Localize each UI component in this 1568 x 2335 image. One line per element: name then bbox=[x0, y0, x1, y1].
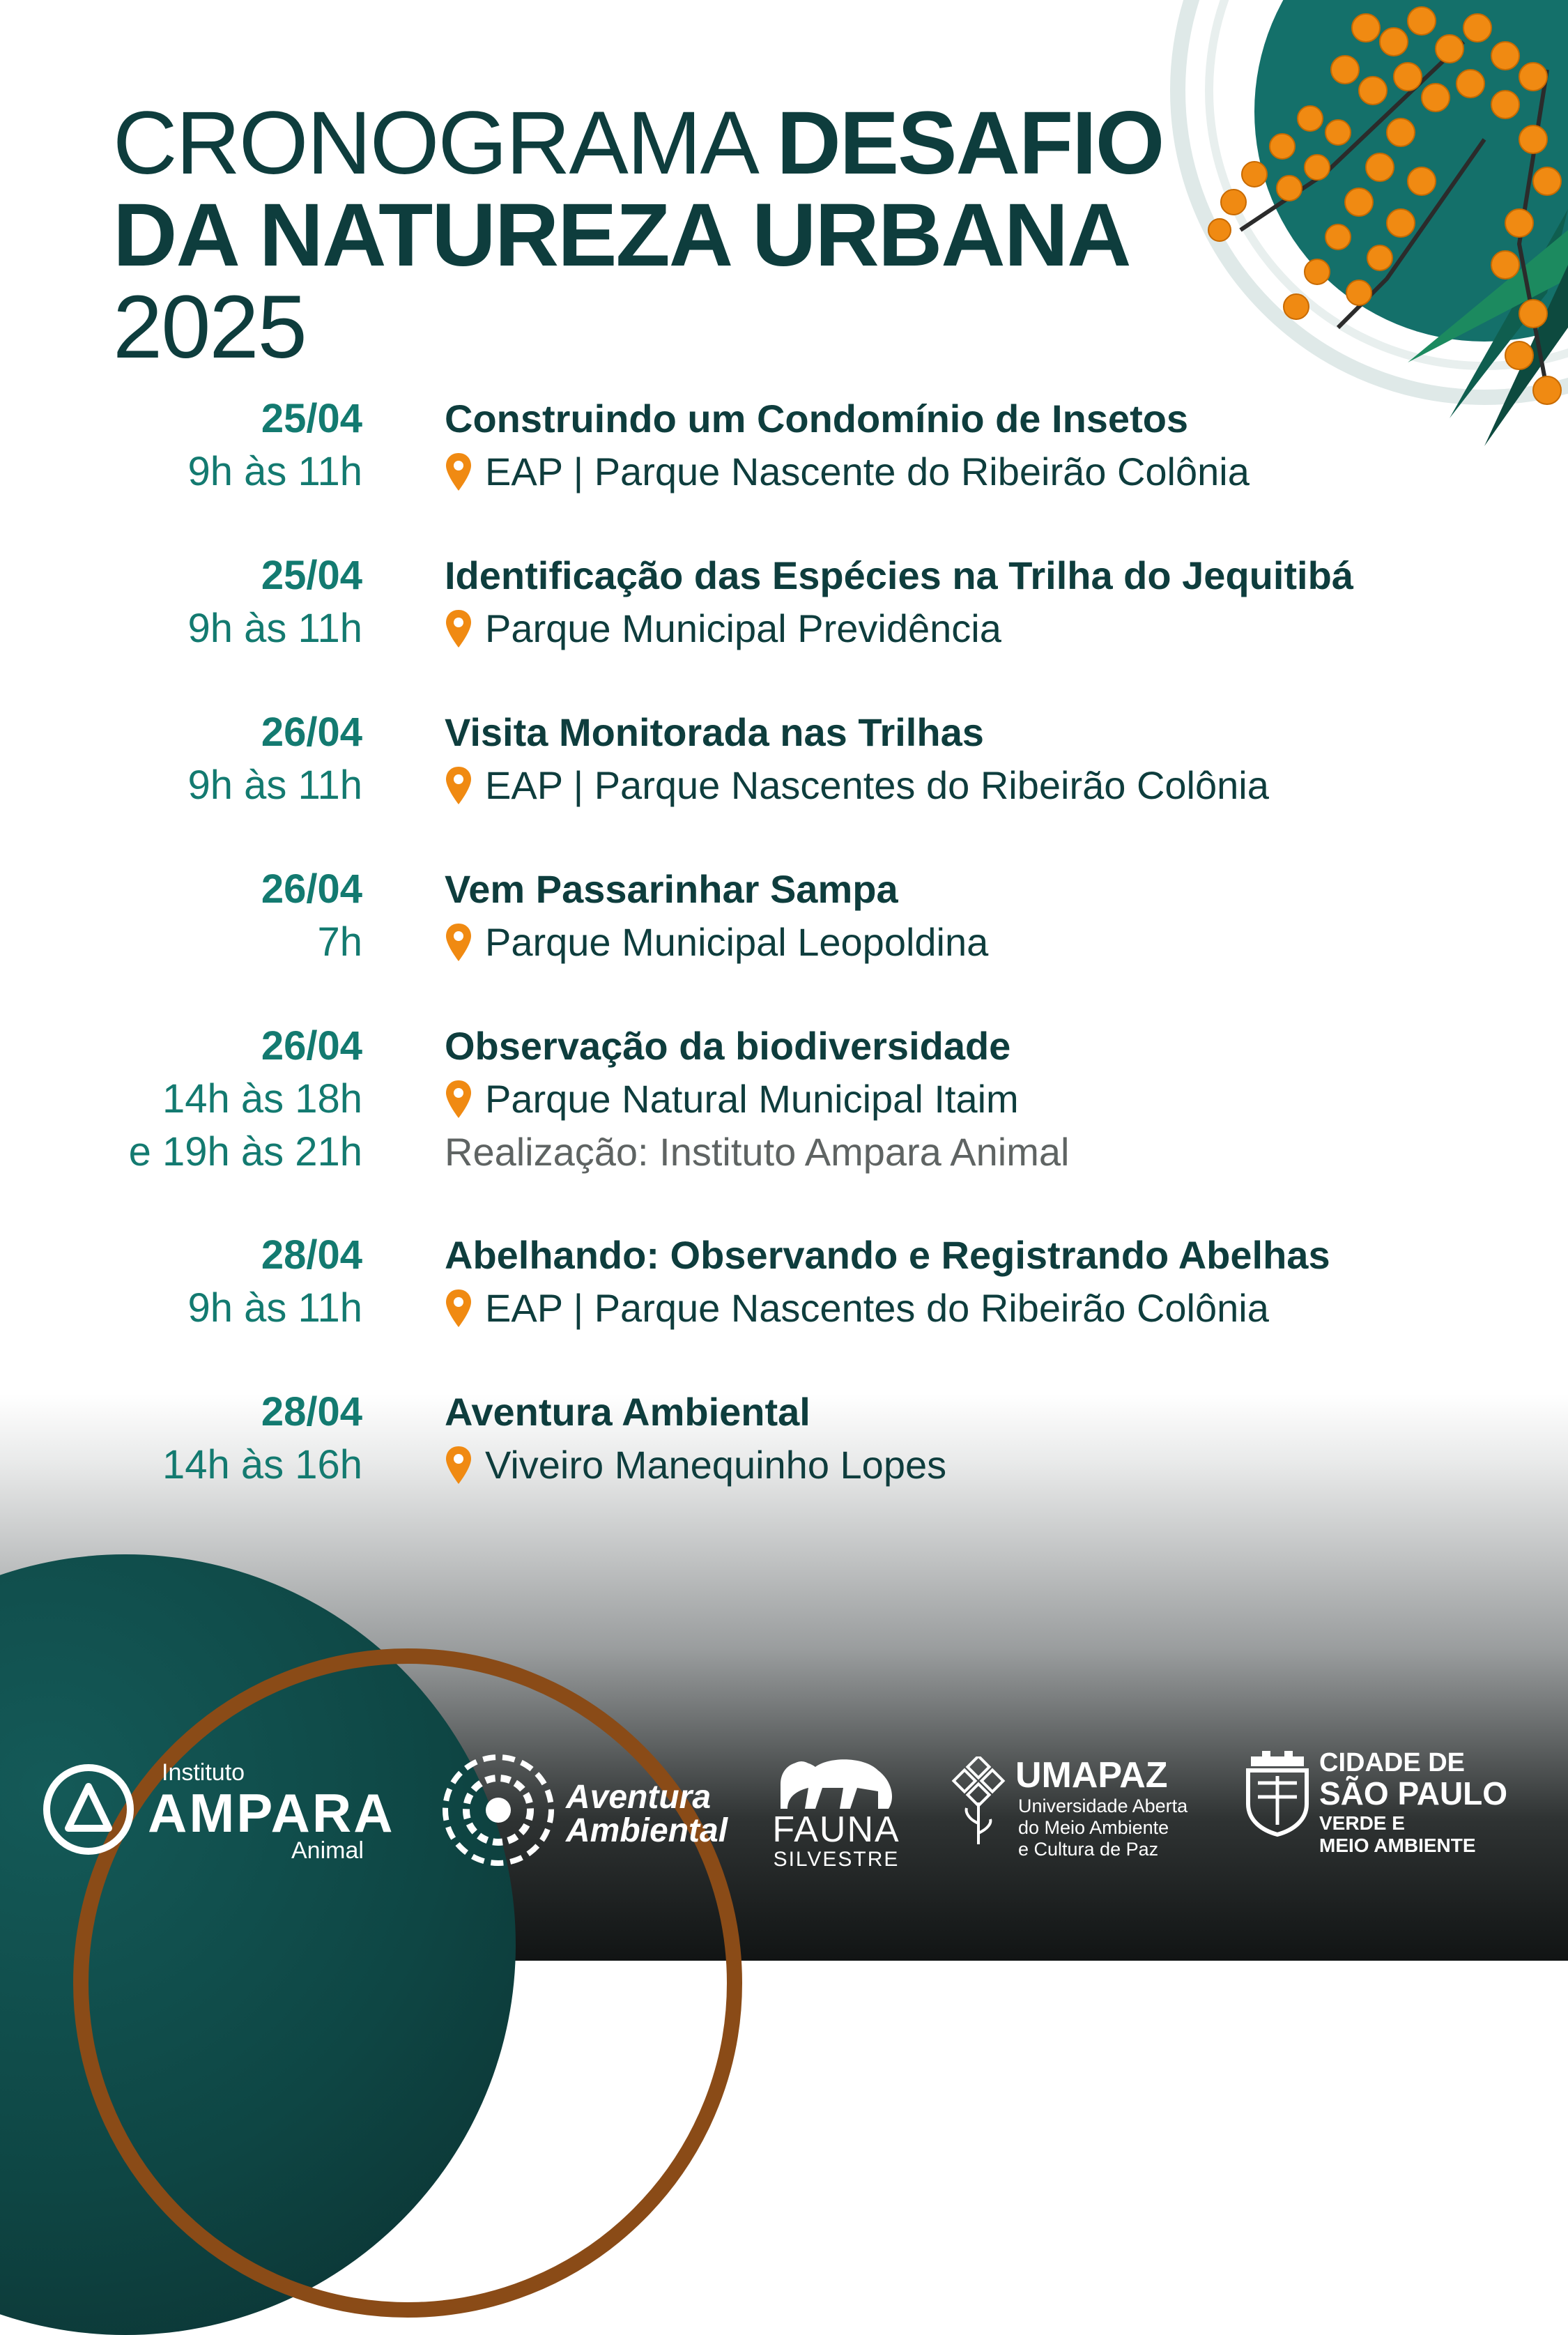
flower-icon bbox=[951, 1756, 1007, 1847]
event-title: Vem Passarinhar Sampa bbox=[445, 867, 898, 911]
event-location: EAP | Parque Nascentes do Ribeirão Colônia bbox=[485, 763, 1269, 807]
page-title bbox=[113, 93, 1200, 377]
sp-line2: SÃO PAULO bbox=[1319, 1775, 1508, 1812]
monkey-icon bbox=[774, 1750, 899, 1812]
sao-paulo-logo bbox=[1244, 1748, 1551, 1874]
title-main: DESAFIO DA NATUREZA URBANA bbox=[113, 93, 1164, 285]
ampara-main-text: AMPARA bbox=[148, 1782, 395, 1844]
event-time: 9h às 11h bbox=[187, 606, 362, 651]
city-crest-icon bbox=[1244, 1748, 1311, 1839]
event-location: EAP | Parque Nascentes do Ribeirão Colônia bbox=[485, 1286, 1269, 1330]
fauna-line2: SILVESTRE bbox=[773, 1848, 900, 1871]
event-title: Observação da biodiversidade bbox=[445, 1024, 1011, 1068]
umapaz-logo bbox=[951, 1756, 1195, 1875]
event-location: Parque Municipal Leopoldina bbox=[485, 920, 989, 964]
event-date: 26/04 bbox=[261, 710, 362, 755]
event-title: Identificação das Espécies na Trilha do Jequitibá bbox=[445, 553, 1353, 597]
location-pin-icon bbox=[445, 922, 472, 963]
umapaz-name: UMAPAZ bbox=[1015, 1755, 1168, 1796]
orange-berries-decoration bbox=[1157, 0, 1568, 460]
location-pin-icon bbox=[445, 1445, 472, 1485]
event-location: Parque Municipal Previdência bbox=[485, 606, 1001, 650]
aventura-ambiental-logo bbox=[439, 1751, 732, 1876]
umapaz-line2: do Meio Ambiente bbox=[1018, 1817, 1169, 1838]
aventura-line1: Aventura bbox=[566, 1779, 712, 1816]
event-date: 28/04 bbox=[261, 1389, 362, 1434]
fauna-line1: FAUNA bbox=[772, 1809, 900, 1850]
ampara-bottom-text: Animal bbox=[291, 1837, 364, 1864]
ampara-circle-icon bbox=[42, 1763, 135, 1856]
umapaz-line3: e Cultura de Paz bbox=[1018, 1839, 1159, 1860]
partner-logos bbox=[0, 1743, 1568, 1882]
event-title: Aventura Ambiental bbox=[445, 1390, 810, 1434]
event-note: Realização: Instituto Ampara Animal bbox=[445, 1130, 1070, 1174]
fauna-silvestre-logo bbox=[763, 1750, 909, 1875]
event-date: 25/04 bbox=[261, 396, 362, 441]
event-time: 9h às 11h bbox=[187, 449, 362, 494]
event-time: 9h às 11h bbox=[187, 763, 362, 808]
event-time: 9h às 11h bbox=[187, 1285, 362, 1331]
ampara-top-text: Instituto bbox=[162, 1759, 245, 1786]
event-location: Parque Natural Municipal Itaim bbox=[485, 1077, 1019, 1121]
title-prefix: CRONOGRAMA bbox=[113, 93, 777, 193]
event-title: Visita Monitorada nas Trilhas bbox=[445, 710, 984, 754]
title-year: 2025 bbox=[113, 277, 306, 377]
location-pin-icon bbox=[445, 765, 472, 806]
event-date: 26/04 bbox=[261, 866, 362, 912]
aventura-line2: Ambiental bbox=[566, 1812, 728, 1849]
umapaz-line1: Universidade Aberta bbox=[1018, 1796, 1188, 1816]
event-location: EAP | Parque Nascente do Ribeirão Colônia bbox=[485, 450, 1250, 493]
event-time-extra: e 19h às 21h bbox=[128, 1129, 362, 1174]
sp-line3: VERDE E bbox=[1319, 1812, 1405, 1834]
event-location: Viveiro Manequinho Lopes bbox=[485, 1443, 947, 1487]
event-date: 25/04 bbox=[261, 553, 362, 598]
event-time: 14h às 16h bbox=[162, 1442, 362, 1487]
location-pin-icon bbox=[445, 452, 472, 492]
sp-line4: MEIO AMBIENTE bbox=[1319, 1835, 1476, 1856]
event-title: Construindo um Condomínio de Insetos bbox=[445, 397, 1189, 441]
location-pin-icon bbox=[445, 608, 472, 649]
event-time: 14h às 18h bbox=[162, 1076, 362, 1121]
event-date: 28/04 bbox=[261, 1232, 362, 1278]
location-pin-icon bbox=[445, 1288, 472, 1329]
location-pin-icon bbox=[445, 1079, 472, 1119]
event-date: 26/04 bbox=[261, 1023, 362, 1069]
sp-line1: CIDADE DE bbox=[1319, 1748, 1466, 1777]
event-time: 7h bbox=[317, 919, 362, 965]
leaf-wreath-icon bbox=[439, 1751, 558, 1869]
ampara-logo bbox=[42, 1759, 395, 1865]
event-title: Abelhando: Observando e Registrando Abelhas bbox=[445, 1233, 1330, 1277]
